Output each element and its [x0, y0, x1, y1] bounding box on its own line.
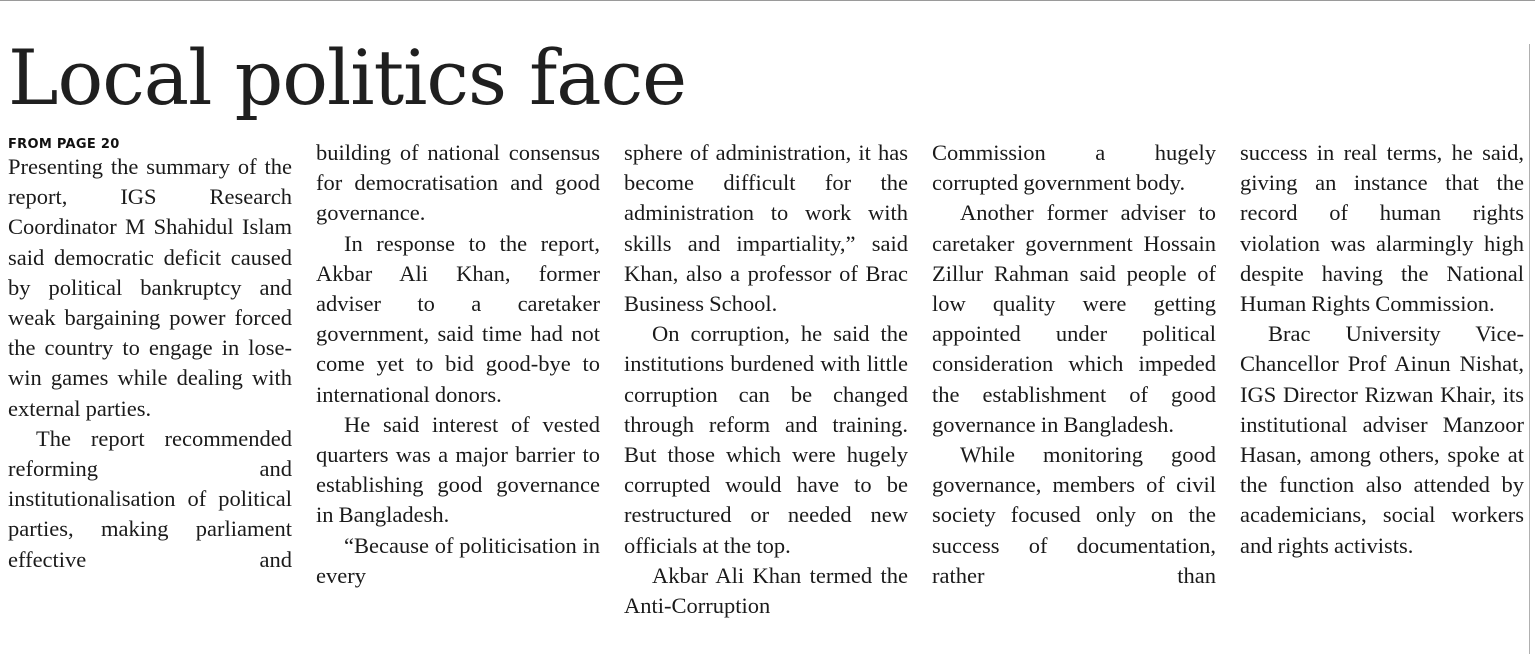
continuation-label: FROM PAGE 20 — [8, 137, 120, 152]
paragraph: Presenting the summary of the report, IGS Research Coordinator M Shahidul Islam said democratic deficit caused by political bankruptcy and weak bargaining power forced the country to engage in lose-win games while dealing with external parties. — [8, 154, 292, 421]
article-column-1 — [8, 136, 292, 575]
paragraph: sphere of administration, it has become difficult for the administration to work with skills and impartiality,” said Khan, also a professor of Brac Business School. — [624, 140, 908, 317]
paragraph: In response to the report, Akbar Ali Khan, former adviser to a caretaker government, said time had not come yet to bid good-bye to international donors. — [316, 230, 600, 407]
article-column-2 — [316, 138, 600, 591]
paragraph: Akbar Ali Khan termed the Anti-Corruption — [624, 562, 908, 619]
column-rule — [1529, 44, 1530, 654]
article-column-5 — [1240, 138, 1524, 561]
paragraph: While monitoring good governance, members of civil society focused only on the success of documentation, rather than — [932, 442, 1216, 588]
article-column-3 — [624, 138, 908, 621]
article-column-4 — [932, 138, 1216, 591]
paragraph: building of national consensus for democratisation and good governance. — [316, 140, 600, 226]
paragraph: He said interest of vested quarters was a major barrier to establishing good governance in Bangladesh. — [316, 411, 600, 528]
paragraph: “Because of politicisation in every — [316, 532, 600, 588]
paragraph: Brac University Vice-Chancellor Prof Ainun Nishat, IGS Director Rizwan Khair, its institutional adviser Manzoor Hasan, among others, spoke at the function also attended by academicians, social workers and rights activists. — [1240, 321, 1524, 558]
paragraph: The report recommended reforming and institutionalisation of political parties, making parliament effective and — [8, 425, 292, 572]
top-rule — [0, 0, 1535, 1]
paragraph: On corruption, he said the institutions burdened with little corruption can be changed through reform and training. But those which were hugely corrupted would have to be restructured or needed new officials at the top. — [624, 321, 908, 558]
paragraph: success in real terms, he said, giving an instance that the record of human rights violation was alarmingly high despite having the National Human Rights Commission. — [1240, 140, 1524, 317]
headline: Local politics face — [8, 33, 687, 122]
paragraph: Commission a hugely corrupted government body. — [932, 140, 1216, 196]
paragraph: Another former adviser to caretaker government Hossain Zillur Rahman said people of low quality were getting appointed under political consideration which impeded the establishment of good governance in Bangladesh. — [932, 200, 1216, 437]
